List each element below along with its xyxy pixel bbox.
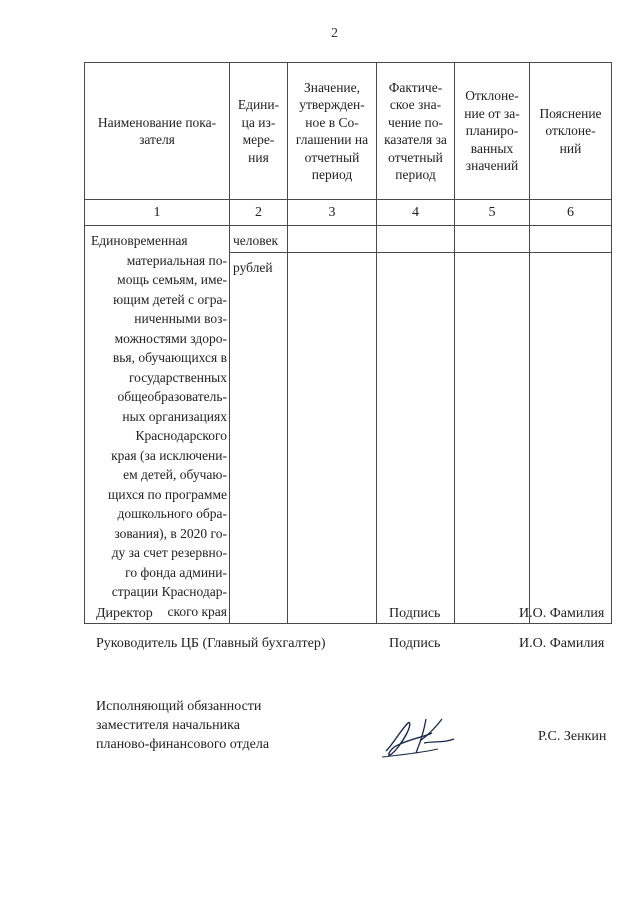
unit-people: человек [230, 226, 288, 253]
column-number: 3 [288, 200, 377, 226]
explanation-cell [530, 226, 612, 253]
header-approved-value [288, 63, 377, 200]
header-unit [230, 63, 288, 200]
acting-title-line: планово-финансового отдела [96, 737, 270, 752]
header-text-line: ние от за- [464, 105, 520, 121]
indicator-name-line: Краснодарского [135, 428, 227, 443]
header-text-line: планиро- [465, 123, 519, 139]
director-role: Директор [96, 606, 153, 621]
header-text-line: зателя [139, 132, 175, 147]
acting-official-title [96, 697, 269, 754]
header-text-line: ное в Со- [305, 114, 359, 130]
actual-value-cell [377, 253, 455, 624]
indicator-name-line: Единовременная [91, 233, 188, 248]
indicator-name-line: зования), в 2020 го- [114, 525, 227, 541]
director-signature-label: Подпись [389, 606, 441, 621]
header-text-line: чение по- [387, 114, 444, 130]
deviation-cell [455, 253, 530, 624]
header-text-line: отчетный [388, 149, 443, 165]
unit-rubles: рублей [230, 253, 288, 624]
indicator-name-line: ем детей, обучаю- [123, 467, 227, 482]
indicator-name-line: можностями здоро- [114, 330, 227, 346]
header-text-line: период [395, 167, 436, 182]
header-text-line: ское зна- [389, 97, 442, 112]
column-number: 4 [377, 200, 455, 226]
chief-accountant-signature-label: Подпись [389, 636, 441, 651]
column-number: 5 [455, 200, 530, 226]
acting-official-name: Р.С. Зенкин [538, 729, 607, 744]
header-text-line: глашении на [295, 132, 369, 147]
deviation-cell [455, 226, 530, 253]
header-text-line: значений [465, 158, 519, 174]
indicator-name-line: края (за исключени- [111, 447, 227, 463]
column-number: 1 [85, 200, 230, 226]
indicator-name-line: мощь семьям, име- [117, 272, 227, 287]
header-text-line: мере- [242, 132, 275, 147]
header-text-line: утвержден- [299, 97, 365, 112]
header-deviation [455, 63, 530, 200]
header-text-line: Пояснение [539, 105, 602, 121]
header-text-line: Значение, [303, 79, 361, 95]
indicator-name-line: ниченными воз- [134, 311, 227, 326]
indicator-name-line: вья, обучающихся в [112, 350, 227, 365]
column-number: 6 [530, 200, 612, 226]
acting-title-line: заместителя начальника [96, 718, 240, 733]
header-text-line: Едини- [237, 97, 280, 112]
indicator-name-cell [85, 226, 230, 624]
handwritten-signature [380, 713, 464, 763]
header-text-line: Наименование пока- [97, 114, 217, 130]
header-text-line: казателя за [384, 132, 447, 147]
indicator-name-line: ющим детей с огра- [113, 291, 227, 307]
indicator-name-line: ского края [167, 603, 227, 619]
header-text-line: отклоне- [545, 123, 596, 139]
header-text-line: ванных [470, 140, 514, 156]
header-indicator-name [85, 63, 230, 200]
approved-value-cell [288, 226, 377, 253]
header-text-line: Отклоне- [465, 88, 519, 104]
indicator-name-line: общеобразователь- [117, 389, 227, 404]
header-actual-value [377, 63, 455, 200]
actual-value-cell [377, 226, 455, 253]
header-text-line: Фактиче- [388, 79, 443, 95]
header-text-line: ний [559, 140, 582, 156]
indicator-name-line: ду за счет резервно- [111, 545, 227, 560]
indicator-table [84, 62, 612, 624]
indicator-name-line: государственных [128, 369, 227, 385]
indicator-name-line: ных организациях [122, 408, 227, 424]
table-row [85, 226, 612, 253]
indicator-name-line: го фонда админи- [125, 564, 227, 580]
header-text-line: отчетный [304, 149, 360, 165]
explanation-cell [530, 253, 612, 624]
chief-accountant-role: Руководитель ЦБ (Главный бухгалтер) [96, 636, 326, 651]
table-header-row [85, 63, 612, 200]
header-deviation-explanation [530, 63, 612, 200]
acting-title-line: Исполняющий обязанности [96, 699, 262, 714]
header-text-line: ца из- [241, 114, 276, 130]
indicator-name-line: дошкольного обра- [117, 506, 227, 521]
column-number-row [85, 200, 612, 226]
page-number: 2 [331, 26, 338, 41]
director-name: И.О. Фамилия [519, 606, 605, 621]
indicator-name-line: материальная по- [126, 252, 227, 268]
column-number: 2 [230, 200, 288, 226]
indicator-name-line: щихся по программе [108, 486, 227, 502]
approved-value-cell [288, 253, 377, 624]
indicator-name-line: страции Краснодар- [111, 584, 227, 599]
chief-accountant-name: И.О. Фамилия [519, 636, 605, 651]
header-text-line: период [311, 167, 353, 182]
header-text-line: ния [248, 149, 269, 165]
